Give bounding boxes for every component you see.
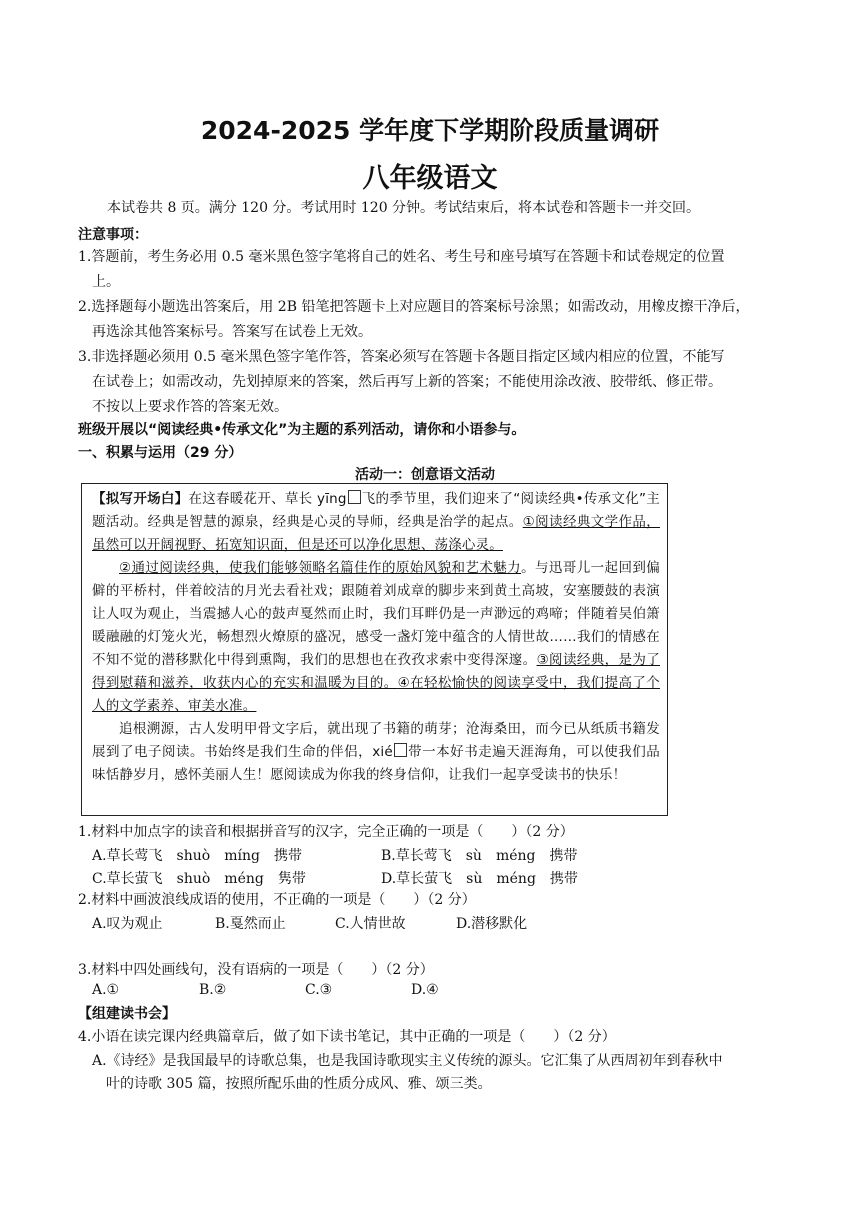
question-1-option-d[interactable]: D.草长萤飞 sù méng 携带	[381, 871, 578, 887]
answer-blank-1	[348, 490, 361, 504]
pinyin-xie: xié	[372, 744, 393, 760]
question-2-stem: 2.材料中画波浪线成语的使用，不正确的一项是（ ）（2 分）	[78, 892, 476, 908]
notice-item-3-line-2: 在试卷上；如需改动，先划掉原来的答案，然后再写上新的答案；不能使用涂改液、胶带纸、修正带。	[92, 374, 722, 390]
underlined-sentence-1: ①阅读经典文学作品，虽然可以开阔视野、拓宽知识面，但是还可以净化思想、荡涤心灵。	[92, 514, 661, 553]
section-heading-1: 一、积累与运用（29 分）	[78, 445, 243, 461]
notice-item-2-line-1: 2.选择题每小题选出答案后，用 2B 铅笔把答题卡上对应题目的答案标号涂黑；如需改动，用橡皮擦干净后，	[78, 299, 750, 315]
question-2-option-b[interactable]: B.戛然而止	[215, 916, 286, 932]
passage-label: 【拟写开场白】	[92, 491, 189, 507]
passage-p2: 。与迅哥儿一起回到偏僻的平桥村，伴着皎洁的月光去看社戏；跟随着刘成章的脚步来到黄土高坡，安塞腰鼓的表演让人叹为观止，当震撼人心的鼓声戛然而止时，我们耳畔仍是一声渺远的鸡啼；伴随着吴伯箫暖融融的灯笼火光，畅想烈火燎原的盛况，感受一盏灯笼中蕴含的人情世故……我们的情感在不知不觉的潜移默化中得到熏陶，我们的思想也在孜孜求索中变得深邃。	[92, 560, 660, 668]
notice-item-2-line-2: 再选涂其他答案标号。答案写在试卷上无效。	[92, 324, 372, 340]
exam-subject: 八年级语文	[362, 163, 498, 194]
notice-heading: 注意事项：	[78, 227, 148, 243]
answer-blank-2	[394, 743, 407, 757]
question-3-option-b[interactable]: B.②	[199, 982, 227, 998]
notice-item-3-line-3: 不按以上要求作答的答案无效。	[92, 399, 288, 415]
question-4-stem: 4.小语在读完课内经典篇章后，做了如下读书笔记，其中正确的一项是（ ）（2 分）	[78, 1029, 616, 1045]
underlined-sentence-2: ②通过阅读经典，使我们能够领略名篇佳作的原始风貌和艺术魅力	[119, 560, 522, 576]
reading-club-heading: 【组建读书会】	[78, 1006, 176, 1022]
pinyin-ying: yīng	[317, 491, 347, 507]
question-1-option-a[interactable]: A.草长莺飞 shuò míng 携带	[92, 848, 302, 864]
question-3-stem: 3.材料中四处画线句，没有语病的一项是（ ）（2 分）	[78, 962, 434, 978]
question-3-option-d[interactable]: D.④	[411, 982, 439, 998]
passage-box	[81, 483, 668, 816]
intro-text: 本试卷共 8 页。满分 120 分。考试用时 120 分钟。考试结束后，将本试卷和答题卡一并交回。	[107, 200, 701, 216]
exam-title: 2024-2025 学年度下学期阶段质量调研	[200, 116, 660, 145]
question-4-option-a-line-2[interactable]: 叶的诗歌 305 篇，按照所配乐曲的性质分成风、雅、颂三类。	[106, 1076, 492, 1092]
question-2-option-c[interactable]: C.人情世故	[335, 916, 406, 932]
passage-p1-a: 在这春暖花开、草长	[188, 491, 317, 507]
underlined-sentence-4: ④在轻松愉快的阅读享受中，我们提高了个人的文学素养、审美水准。	[92, 675, 661, 714]
activity-intro: 班级开展以“阅读经典•传承文化”为主题的系列活动，请你和小语参与。	[78, 422, 526, 438]
question-3-option-a[interactable]: A.①	[92, 982, 120, 998]
notice-item-1-line-2: 上。	[92, 274, 120, 290]
question-1-option-c[interactable]: C.草长萤飞 shuò méng 隽带	[92, 871, 306, 887]
passage-text	[92, 488, 660, 787]
question-4-option-a-line-1[interactable]: A.《诗经》是我国最早的诗歌总集，也是我国诗歌现实主义传统的源头。它汇集了从西周初年到春秋中	[92, 1053, 723, 1069]
notice-item-3-line-1: 3.非选择题必须用 0.5 毫米黑色签字笔作答，答案必须写在答题卡各题目指定区域内相应的位置，不能写	[78, 349, 725, 365]
underlined-sentence-3: ③阅读经典，是为了得到慰藉和滋养，收获内心的充实和温暖为目的。	[92, 652, 661, 691]
question-1-option-b[interactable]: B.草长莺飞 sù méng 携带	[381, 848, 578, 864]
activity-1-heading: 活动一：创意语文活动	[355, 467, 495, 483]
question-1-stem: 1.材料中加点字的读音和根据拼音写的汉字，完全正确的一项是（ ）（2 分）	[78, 824, 574, 840]
passage-p3-b: 带一本好书走遍天涯海角，可以使我们品味恬静岁月，感怀美丽人生！愿阅读成为你我的终身信仰，让我们一起享受读书的快乐！	[92, 744, 661, 783]
question-2-option-a[interactable]: A.叹为观止	[92, 916, 163, 932]
question-2-option-d[interactable]: D.潜移默化	[456, 916, 528, 932]
passage-p3-a: 追根溯源，古人发明甲骨文字后，就出现了书籍的萌芽；沧海桑田，而今已从纸质书籍发展到了电子阅读。书始终是我们生命的伴侣，	[92, 721, 660, 760]
notice-item-1-line-1: 1.答题前，考生务必用 0.5 毫米黑色签字笔将自己的姓名、考生号和座号填写在答题卡和试卷规定的位置	[78, 249, 725, 265]
question-3-option-c[interactable]: C.③	[305, 982, 333, 998]
passage-p1-b: 飞的季节里，我们迎来了“阅读经典•传承文化”主题活动。经典是智慧的源泉，经典是心灵的导师，经典是治学的起点。	[92, 491, 660, 530]
